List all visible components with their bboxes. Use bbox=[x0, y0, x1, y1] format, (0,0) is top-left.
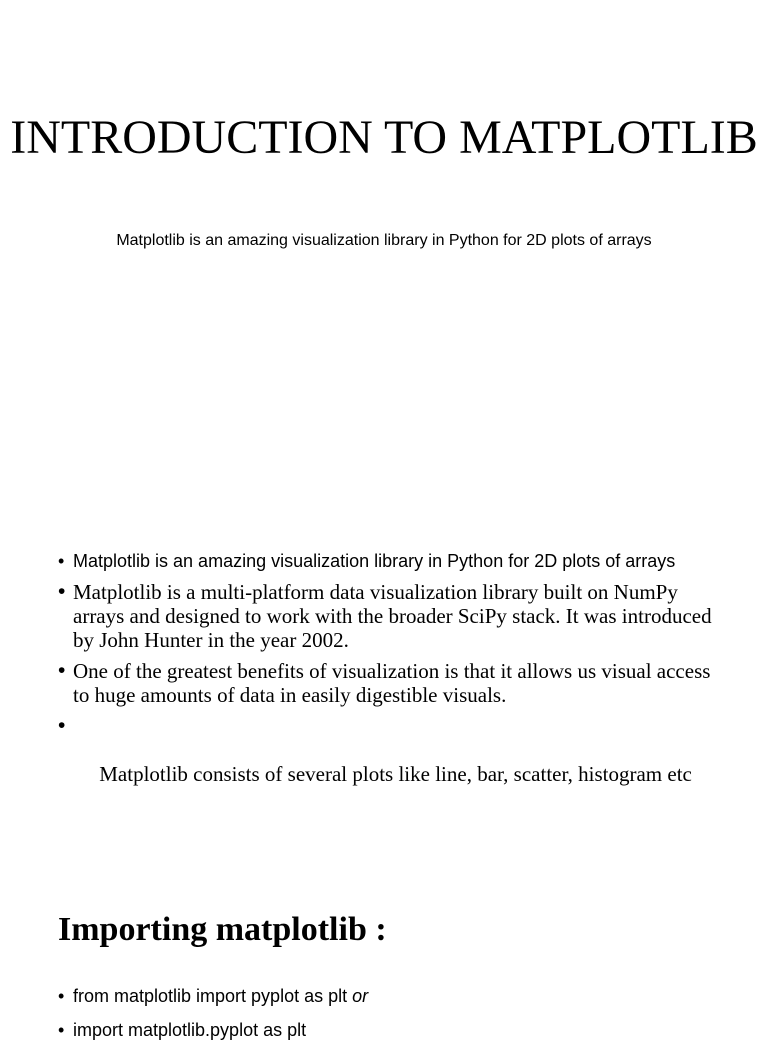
import-line-suffix: or bbox=[352, 986, 369, 1006]
slide-bullet-list bbox=[58, 549, 718, 817]
bullet-icon: • bbox=[58, 580, 66, 603]
bullet-text: Matplotlib is a multi-platform data visualization library built on NumPy arrays and designed to work with the broader SciPy stack. It was introduced by John Hunter in the year 2002. bbox=[73, 580, 712, 652]
bullet-text: One of the greatest benefits of visualization is that it allows us visual access to huge amounts of data in easily digestible visuals. bbox=[73, 659, 711, 707]
bullet-icon: • bbox=[58, 659, 66, 682]
importing-heading: Importing matplotlib : bbox=[58, 911, 387, 948]
list-item bbox=[58, 580, 718, 652]
import-bullet-list bbox=[58, 984, 718, 1052]
bullet-text: Matplotlib consists of several plots like line, bar, scatter, histogram etc bbox=[94, 762, 692, 786]
list-item bbox=[58, 659, 718, 707]
slide-subtitle: Matplotlib is an amazing visualization library in Python for 2D plots of arrays bbox=[116, 232, 652, 249]
bullet-icon: • bbox=[58, 986, 65, 1006]
bullet-icon: • bbox=[58, 551, 65, 571]
bullet-icon: • bbox=[58, 1020, 65, 1040]
list-item bbox=[58, 549, 718, 573]
list-item bbox=[58, 714, 718, 810]
bullet-text: Matplotlib is an amazing visualization library in Python for 2D plots of arrays bbox=[73, 551, 676, 571]
list-item bbox=[58, 984, 718, 1008]
import-line: import matplotlib.pyplot as plt bbox=[73, 1020, 307, 1040]
slide-title-heading: INTRODUCTION TO MATPLOTLIB bbox=[10, 111, 758, 164]
list-item bbox=[58, 1018, 718, 1042]
bullet-icon: • bbox=[58, 714, 66, 737]
import-line: from matplotlib import pyplot as plt bbox=[73, 986, 353, 1006]
